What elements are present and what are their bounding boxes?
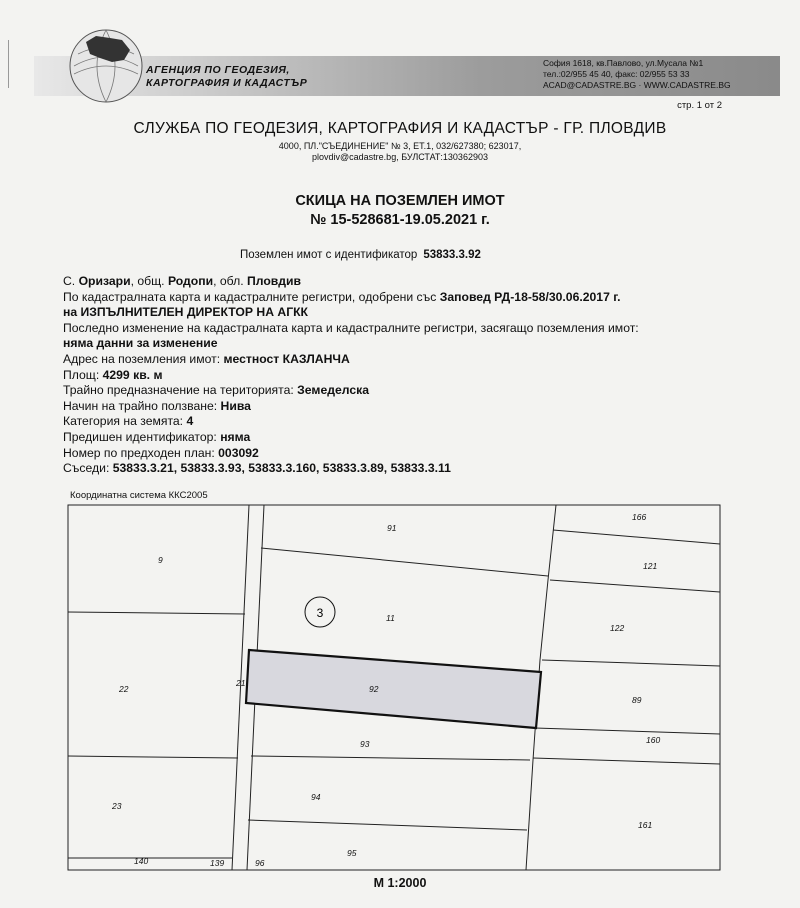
neighbors-label: Съседи: (63, 461, 110, 476)
previous-id-value: няма (220, 429, 251, 444)
office-title: СЛУЖБА ПО ГЕОДЕЗИЯ, КАРТОГРАФИЯ И КАДАСТЪР - ГР. ПЛОВДИВ (133, 120, 667, 137)
parcel-label-121: 121 (643, 561, 658, 571)
boundary-93-94 (251, 756, 530, 760)
usage-label: Начин на трайно ползване: (63, 398, 218, 413)
parcel-label-21: 21 (236, 678, 246, 688)
contact-phone: тел.:02/955 45 40, факс: 02/955 53 33 (543, 69, 690, 79)
office-address-line1: 4000, ПЛ."СЪЕДИНЕНИЕ" № 3, ЕТ.1, 032/627380; 623017, (278, 141, 522, 151)
agency-name-line2: КАРТОГРАФИЯ И КАДАСТЪР (146, 77, 308, 89)
boundary-166-121 (553, 530, 720, 544)
boundary-89-160 (535, 728, 720, 734)
parcel-label-9: 9 (158, 555, 163, 565)
parcel-label-22: 22 (119, 684, 129, 694)
region: Пловдив (246, 274, 301, 288)
area-value: 4299 кв. м (102, 367, 163, 382)
boundary-91-11 (261, 548, 548, 576)
municipality-prefix: , общ. (130, 274, 165, 288)
parcel-label-140: 140 (134, 856, 149, 866)
agency-name-line1: АГЕНЦИЯ ПО ГЕОДЕЗИЯ, (146, 64, 290, 76)
village: Оризари (78, 274, 131, 288)
region-prefix: , обл. (213, 274, 244, 288)
identifier-value: 53833.3.92 (423, 249, 481, 261)
parcel-label-122: 122 (610, 623, 625, 633)
parcel-label-139: 139 (210, 858, 225, 868)
parcel-label-92: 92 (369, 684, 379, 694)
parcel-label-96: 96 (255, 858, 265, 868)
parcel-label-23: 23 (112, 801, 122, 811)
boundary-122-89 (542, 660, 720, 666)
previous-id-label: Предишен идентификатор: (63, 429, 217, 444)
area-label: Площ: (63, 367, 100, 382)
approval-value: Заповед РД-18-58/30.06.2017 г. (439, 289, 621, 304)
boundary-94-95 (248, 820, 527, 830)
purpose-label: Трайно предназначение на територията: (63, 383, 294, 398)
neighbors-value: 53833.3.21, 53833.3.93, 53833.3.160, 53833.3.89, 53833.3.11 (112, 461, 451, 476)
usage-value: Нива (220, 398, 251, 413)
boundary-9-22 (68, 612, 245, 614)
last-change-label: Последно изменение на кадастралната карта и кадастралните регистри, засягащо поземления имот: (63, 320, 639, 335)
sheet-marker: 3 (316, 606, 324, 620)
boundary-121-122 (550, 580, 720, 592)
coordinate-system: Координатна система ККС2005 (70, 490, 208, 501)
parcel-label-94: 94 (311, 792, 321, 802)
map-scale: М 1:2000 (373, 876, 427, 890)
address-value: местност КАЗЛАНЧА (223, 351, 350, 366)
approval-label: По кадастралната карта и кадастралните регистри, одобрени със (63, 289, 437, 304)
purpose-value: Земеделска (297, 383, 369, 398)
identifier-label: Поземлен имот с идентификатор (240, 249, 418, 261)
subject-parcel-92 (246, 650, 541, 728)
parcel-label-166: 166 (632, 512, 647, 522)
category-label: Категория на земята: (63, 414, 184, 429)
parcel-label-89: 89 (632, 695, 642, 705)
previous-plan-label: Номер по предходен план: (63, 445, 215, 460)
approval-authority-text: на ИЗПЪЛНИТЕЛЕН ДИРЕКТОР НА АГКК (63, 305, 308, 320)
document-title-line1: СКИЦА НА ПОЗЕМЛЕН ИМОТ (295, 193, 505, 209)
last-change-value: няма данни за изменение (63, 336, 218, 351)
contact-address: София 1618, кв.Павлово, ул.Мусала №1 (543, 58, 704, 68)
parcel-label-95: 95 (347, 848, 357, 858)
parcel-label-93: 93 (360, 739, 370, 749)
contact-web: ACAD@CADASTRE.BG · WWW.CADASTRE.BG (543, 80, 731, 90)
previous-plan-value: 003092 (218, 445, 259, 460)
municipality: Родопи (167, 274, 214, 288)
parcel-label-11: 11 (386, 613, 395, 623)
parcel-label-91: 91 (387, 523, 397, 533)
page-number: стр. 1 от 2 (677, 100, 722, 111)
boundary-22-23 (68, 756, 238, 758)
category-value: 4 (186, 414, 194, 429)
parcel-label-160: 160 (646, 735, 661, 745)
office-address-line2: plovdiv@cadastre.bg, БУЛСТАТ:130362903 (312, 152, 488, 162)
document-number: № 15-528681-19.05.2021 г. (310, 212, 490, 228)
parcel-label-161: 161 (638, 820, 653, 830)
boundary-160-161 (533, 758, 720, 764)
address-label: Адрес на поземления имот: (63, 351, 221, 366)
location-prefix: С. (63, 274, 76, 288)
